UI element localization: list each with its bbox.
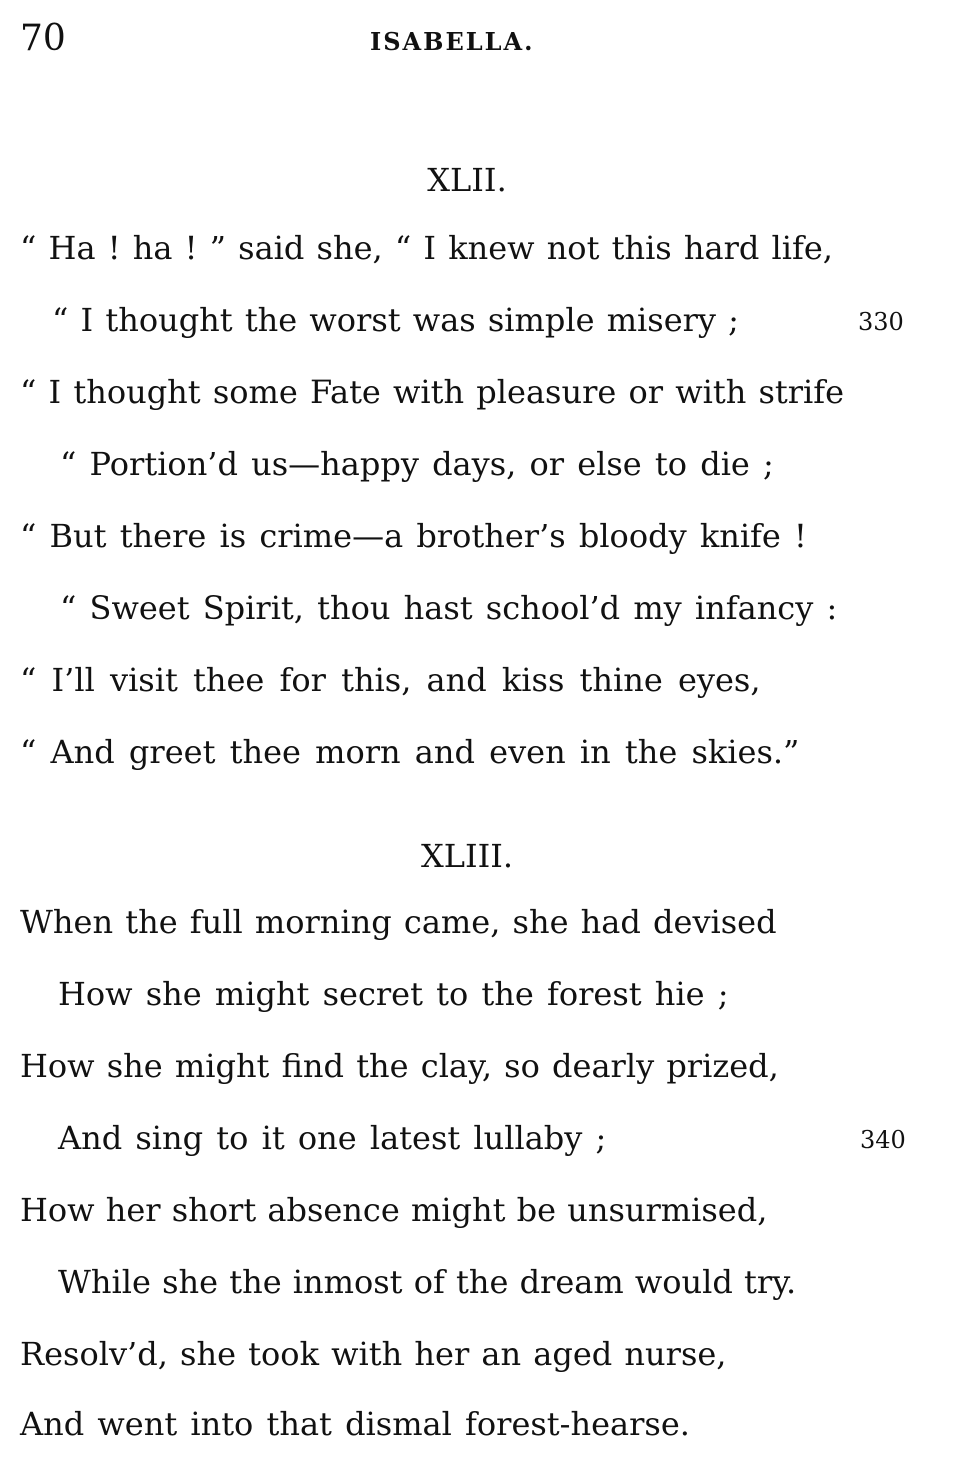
verse-line: “ I thought the worst was simple misery ; xyxy=(52,301,739,339)
verse-line: How she might secret to the forest hie ; xyxy=(58,975,729,1013)
verse-line: “ Portion’d us—happy days, or else to die ; xyxy=(60,445,774,483)
line-number: 340 xyxy=(860,1126,906,1154)
verse-line: “ Ha ! ha ! ” said she, “ I knew not this hard life, xyxy=(20,229,833,267)
page-number: 70 xyxy=(20,18,66,59)
verse-line: And sing to it one latest lullaby ; xyxy=(58,1119,607,1157)
verse-line: “ And greet thee morn and even in the skies.” xyxy=(20,733,800,771)
running-head xyxy=(0,14,955,64)
verse-line: How her short absence might be unsurmised, xyxy=(20,1191,768,1229)
running-title: ISABELLA. xyxy=(370,27,535,56)
verse-line: When the full morning came, she had devised xyxy=(20,903,777,941)
verse-line: “ I’ll visit thee for this, and kiss thine eyes, xyxy=(20,661,761,699)
line-number: 330 xyxy=(858,308,904,336)
verse-line: “ I thought some Fate with pleasure or with strife xyxy=(20,373,845,411)
verse-line: “ Sweet Spirit, thou hast school’d my infancy : xyxy=(60,589,838,627)
stanza-number: XLIII. xyxy=(420,837,514,875)
verse-line: “ But there is crime—a brother’s bloody knife ! xyxy=(20,517,807,555)
stanza-number: XLII. xyxy=(427,161,507,199)
verse-line: And went into that dismal forest-hearse. xyxy=(20,1405,690,1443)
verse-line: How she might find the clay, so dearly prized, xyxy=(20,1047,779,1085)
verse-line: Resolv’d, she took with her an aged nurse, xyxy=(20,1335,727,1373)
verse-line: While she the inmost of the dream would try. xyxy=(58,1263,797,1301)
